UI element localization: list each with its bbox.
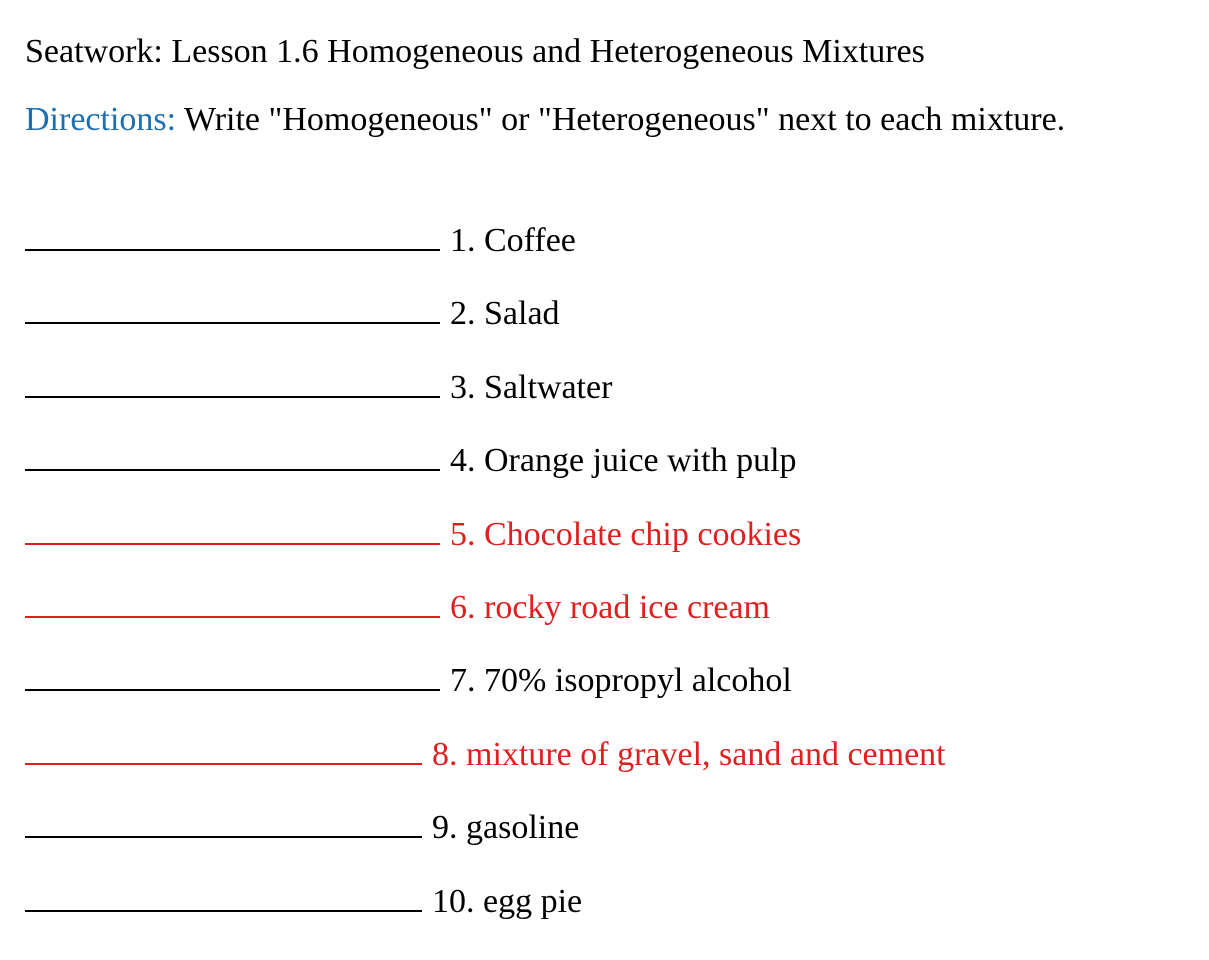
- answer-blank-10[interactable]: [25, 876, 422, 912]
- answer-blank-4[interactable]: [25, 435, 440, 471]
- answer-blank-7[interactable]: [25, 655, 440, 691]
- answer-blank-1[interactable]: [25, 215, 440, 251]
- question-text-5: 5. Chocolate chip cookies: [450, 515, 802, 553]
- question-item-2: [25, 288, 946, 361]
- question-item-4: [25, 435, 946, 508]
- question-item-3: [25, 362, 946, 435]
- answer-blank-3[interactable]: [25, 362, 440, 398]
- answer-blank-6[interactable]: [25, 582, 440, 618]
- directions-label: Directions:: [25, 101, 177, 138]
- question-item-9: [25, 802, 946, 875]
- answer-blank-9[interactable]: [25, 802, 422, 838]
- directions: [25, 98, 1105, 142]
- question-list: [25, 215, 946, 949]
- question-text-7: 7. 70% isopropyl alcohol: [450, 662, 792, 700]
- question-text-2: 2. Salad: [450, 295, 560, 333]
- question-text-3: 3. Saltwater: [450, 368, 613, 406]
- question-text-4: 4. Orange juice with pulp: [450, 442, 797, 480]
- question-item-1: [25, 215, 946, 288]
- question-text-10: 10. egg pie: [432, 882, 583, 920]
- question-item-6: [25, 582, 946, 655]
- question-item-7: [25, 655, 946, 728]
- question-text-1: 1. Coffee: [450, 222, 576, 259]
- question-text-6: 6. rocky road ice cream: [450, 588, 770, 626]
- question-item-10: [25, 876, 946, 949]
- answer-blank-2[interactable]: [25, 288, 440, 324]
- question-item-5: [25, 509, 946, 582]
- answer-blank-5[interactable]: [25, 509, 440, 545]
- answer-blank-8[interactable]: [25, 729, 422, 765]
- worksheet-title: Seatwork: Lesson 1.6 Homogeneous and Heterogeneous Mixtures: [25, 33, 925, 70]
- question-text-9: 9. gasoline: [432, 809, 580, 847]
- question-text-8: 8. mixture of gravel, sand and cement: [432, 735, 946, 773]
- directions-text: Write "Homogeneous" or "Heterogeneous" next to each mixture.: [176, 101, 1066, 138]
- question-item-8: [25, 729, 946, 802]
